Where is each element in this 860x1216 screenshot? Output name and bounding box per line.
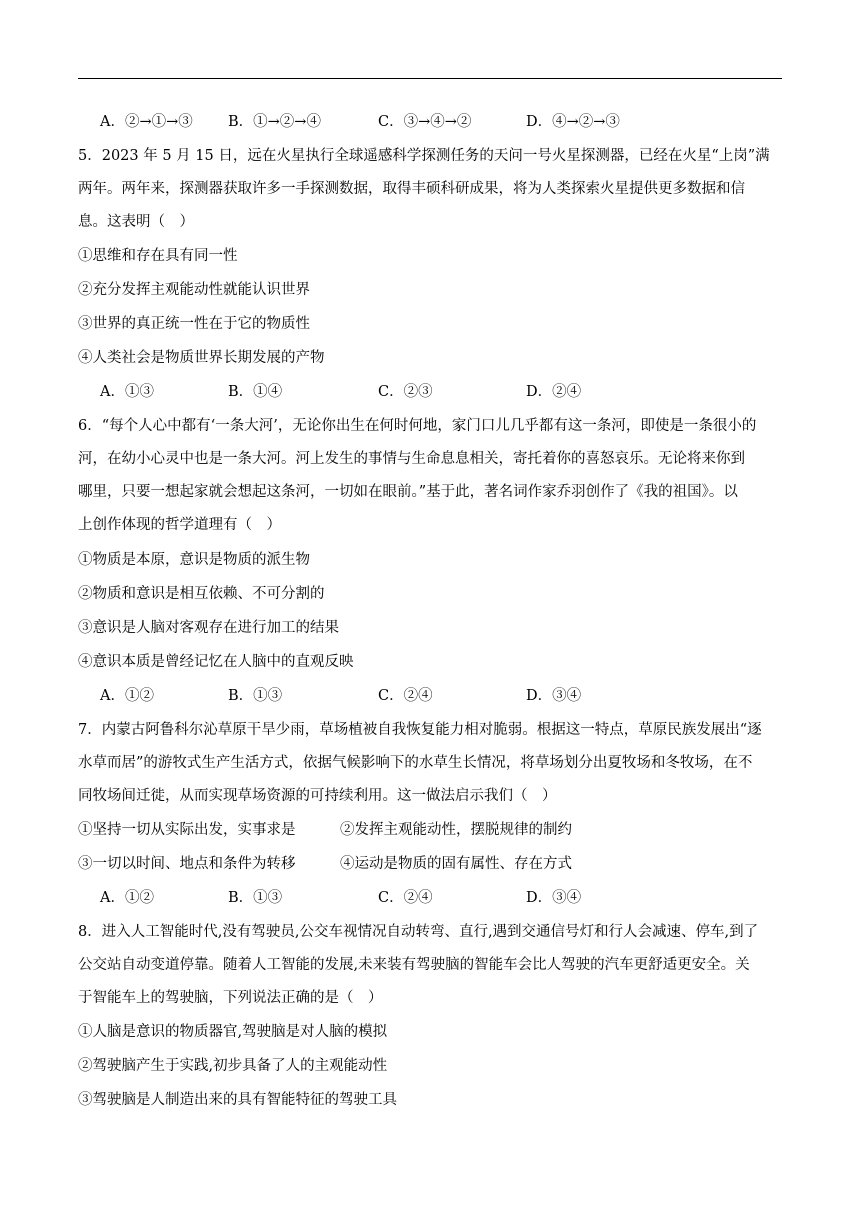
option-b: B．①③ xyxy=(228,890,283,906)
option-d: D．④→②→③ xyxy=(526,114,620,130)
option-c: C．②④ xyxy=(378,688,433,704)
q7-statements-row-1 xyxy=(78,820,782,840)
q7-statements-row-2 xyxy=(78,854,782,874)
q5-options xyxy=(100,382,780,402)
option-d: D．③④ xyxy=(526,688,582,704)
q6-stem-line-3: 哪里，只要一想起家就会想起这条河，一切如在眼前。”基于此，著名词作家乔羽创作了《我的祖国》。以 xyxy=(78,484,738,500)
q8-stem-line-1: 8．进入人工智能时代,没有驾驶员,公交车视情况自动转弯、直行,遇到交通信号灯和行人会减速、停车,到了 xyxy=(78,924,759,940)
q5-stem-line-3: 息。这表明（ ） xyxy=(78,214,194,230)
q6-stem-line-2: 河，在幼小心灵中也是一条大河。河上发生的事情与生命息息相关，寄托着你的喜怒哀乐。无论将来你到 xyxy=(78,451,745,467)
q8-statement-2: ②驾驶脑产生于实践,初步具备了人的主观能动性 xyxy=(78,1058,388,1074)
q8-stem-line-3: 于智能车上的驾驶脑，下列说法正确的是（ ） xyxy=(78,990,383,1006)
option-a: A．①② xyxy=(100,688,154,704)
q6-options xyxy=(100,686,780,706)
option-b: B．①→②→④ xyxy=(228,114,321,130)
q8-statement-1: ①人脑是意识的物质器官,驾驶脑是对人脑的模拟 xyxy=(78,1024,388,1040)
q5-statement-1: ①思维和存在具有同一性 xyxy=(78,248,238,264)
q5-statement-3: ③世界的真正统一性在于它的物质性 xyxy=(78,316,310,332)
q7-statement-2: ②发挥主观能动性，摆脱规律的制约 xyxy=(340,822,572,838)
option-a: A．②→①→③ xyxy=(100,114,193,130)
q5-statement-4: ④人类社会是物质世界长期发展的产物 xyxy=(78,350,325,366)
q6-statement-4: ④意识本质是曾经记忆在人脑中的直观反映 xyxy=(78,654,354,670)
q6-statement-1: ①物质是本原，意识是物质的派生物 xyxy=(78,552,310,568)
q7-stem-line-3: 同牧场间迁徙，从而实现草场资源的可持续利用。这一做法启示我们（ ） xyxy=(78,788,557,804)
q7-statement-1: ①坚持一切从实际出发，实事求是 xyxy=(78,822,296,838)
option-a: A．①② xyxy=(100,890,154,906)
q7-statement-3: ③一切以时间、地点和条件为转移 xyxy=(78,856,296,872)
q7-options xyxy=(100,888,780,908)
option-c: C．②③ xyxy=(378,384,433,400)
q5-stem-line-2: 两年。两年来，探测器获取许多一手探测数据，取得丰硕科研成果，将为人类探索火星提供更多数据和信 xyxy=(78,181,745,197)
header-rule xyxy=(78,78,782,79)
q6-stem-line-1: 6．“每个人心中都有‘一条大河’，无论你出生在何时何地，家门口儿几乎都有这一条河，即使是一条很小的 xyxy=(78,418,757,434)
option-c: C．③→④→② xyxy=(378,114,472,130)
option-d: D．③④ xyxy=(526,890,582,906)
q7-stem-line-2: 水草而居”的游牧式生产生活方式，依据气候影响下的水草生长情况，将草场划分出夏牧场和冬牧场，在不 xyxy=(78,755,753,771)
option-c: C．②④ xyxy=(378,890,433,906)
q5-statement-2: ②充分发挥主观能动性就能认识世界 xyxy=(78,282,310,298)
option-a: A．①③ xyxy=(100,384,154,400)
q6-statement-3: ③意识是人脑对客观存在进行加工的结果 xyxy=(78,620,339,636)
q7-statement-4: ④运动是物质的固有属性、存在方式 xyxy=(340,856,572,872)
q4-options xyxy=(100,112,780,132)
q6-statement-2: ②物质和意识是相互依赖、不可分割的 xyxy=(78,586,325,602)
q7-stem-line-1: 7．内蒙古阿鲁科尔沁草原干旱少雨，草场植被自我恢复能力相对脆弱。根据这一特点，草原民族发展出“逐 xyxy=(78,722,762,738)
q5-stem-line-1: 5．2023 年 5 月 15 日，远在火星执行全球遥感科学探测任务的天问一号火星探测器，已经在火星“上岗”满 xyxy=(78,148,770,164)
option-b: B．①③ xyxy=(228,688,283,704)
option-b: B．①④ xyxy=(228,384,283,400)
option-d: D．②④ xyxy=(526,384,582,400)
q8-statement-3: ③驾驶脑是人制造出来的具有智能特征的驾驶工具 xyxy=(78,1092,397,1108)
q8-stem-line-2: 公交站自动变道停靠。随着人工智能的发展,未来装有驾驶脑的智能车会比人驾驶的汽车更舒适更安全。关 xyxy=(78,957,750,973)
q6-stem-line-4: 上创作体现的哲学道理有（ ） xyxy=(78,517,281,533)
